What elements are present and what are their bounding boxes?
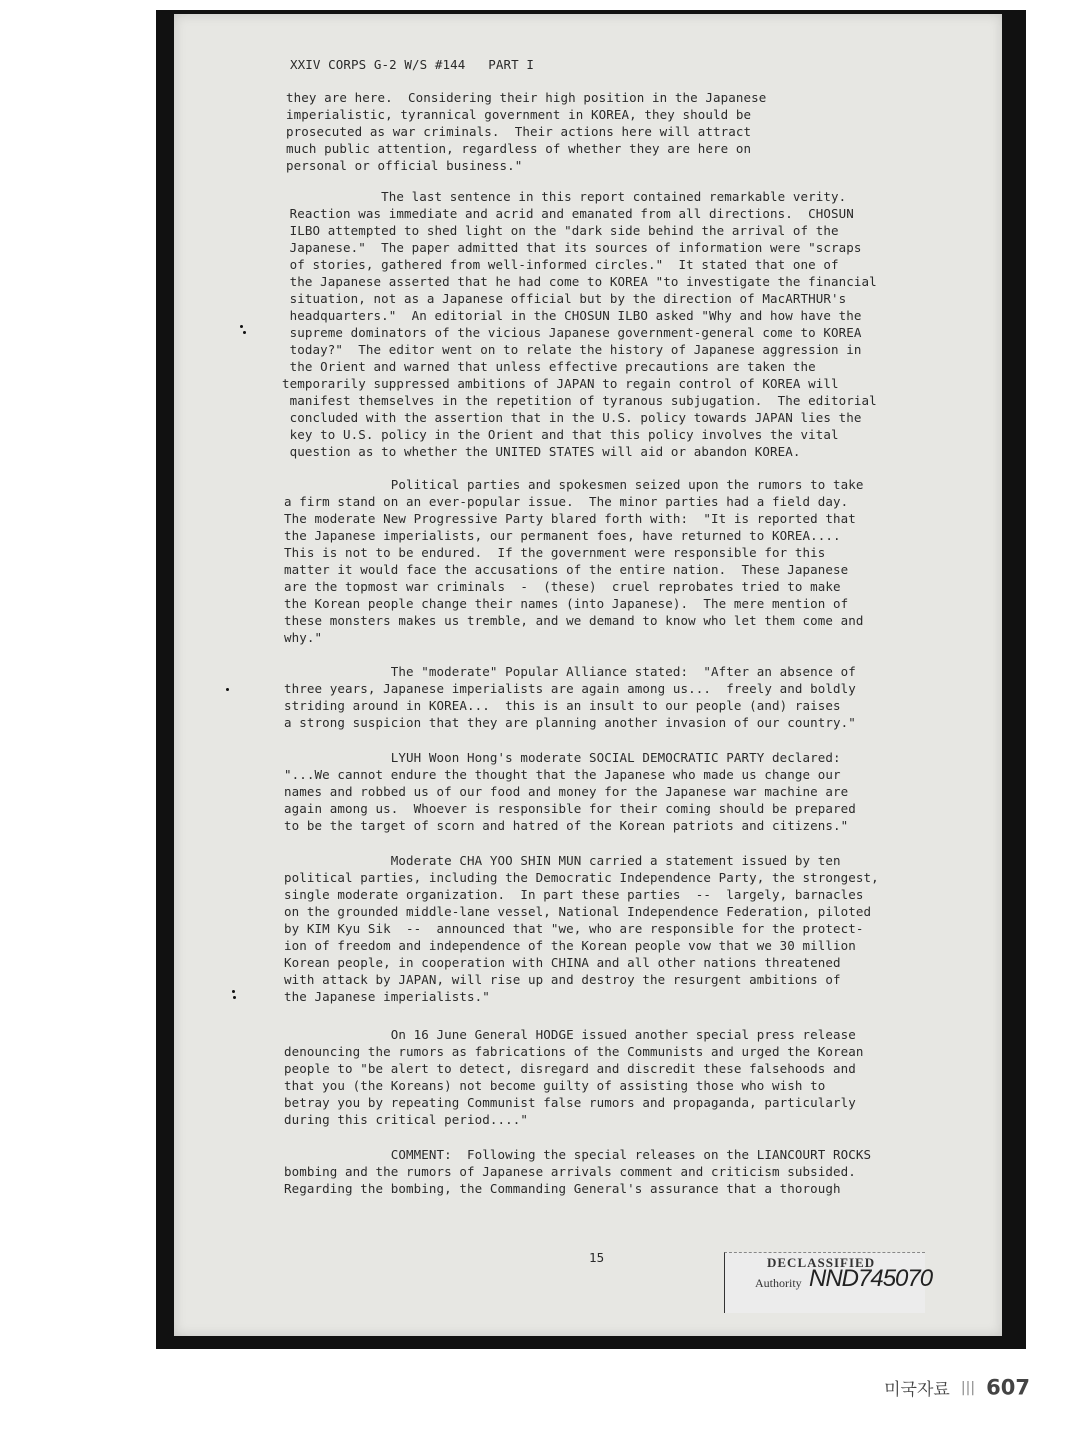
book-footer	[884, 1375, 1030, 1400]
document-header: XXIV CORPS G-2 W/S #144 PART I	[290, 57, 535, 72]
footer-separator: |||	[960, 1379, 976, 1396]
footer-page-number: 607	[986, 1375, 1030, 1400]
paragraph-cha-yoo-shin-mun: Moderate CHA YOO SHIN MUN carried a statement issued by ten political parties, including the Democratic Independence Party, the strongest, single moderate organization. In part these parties -- largely, barnacles on the grounded middle-lane vessel, National Independence Federation, piloted by KIM Kyu Sik -- announced that "we, who are responsible for the protect- ion of freedom and independence of the Korean people vow that we 30 million Korean people, in cooperation with CHINA and all other nations threatened with attack by JAPAN, will rise up and destroy the resurgent ambitions of the Japanese imperialists."	[284, 853, 879, 1004]
paragraph-political-parties: Political parties and spokesmen seized upon the rumors to take a firm stand on an ever-popular issue. The minor parties had a field day. The moderate New Progressive Party blared forth with: "It is reported that the Japanese imperialists, our permanent foes, have returned to KOREA.... This is not to be endured. If the government were responsible for this matter it would face the accusations of the entire nation. These Japanese are the topmost war criminals - (these) cruel reprobates tried to make the Korean people change their names (into Japanese). The mere mention of these monsters makes us tremble, and we demand to know who let them come and why."	[284, 477, 864, 645]
paragraph-continuation: they are here. Considering their high position in the Japanese imperialistic, tyrannical government in KOREA, they should be prosecuted as war criminals. Their actions here will attract much public attention, regardless of whether they are here on personal or official business."	[286, 90, 767, 173]
footer-book-title: 미국자료	[884, 1380, 950, 1400]
paragraph-comment: COMMENT: Following the special releases on the LIANCOURT ROCKS bombing and the rumors of Japanese arrivals comment and criticism subsided. Regarding the bombing, the Commanding General's assurance that a thorough	[284, 1147, 872, 1196]
document-page-number: 15	[589, 1250, 605, 1265]
stamp-authority-number: NND745070	[809, 1265, 933, 1292]
stamp-authority-label: Authority	[755, 1276, 802, 1290]
stamp-title: DECLASSIFIED	[767, 1255, 876, 1270]
paragraph-popular-alliance: The "moderate" Popular Alliance stated: "After an absence of three years, Japanese imperialists are again among us... freely and boldly striding around in KOREA... this is an insult to our people (and) raises a strong suspicion that they are planning another invasion of our country."	[284, 664, 856, 730]
paragraph-reaction: The last sentence in this report contained remarkable verity. Reaction was immediate and acrid and emanated from all directions. CHOSUN ILBO attempted to shed light on the "dark side behind the arrival of the Japanese." The paper admitted that its sources of information were "scraps of stories, gathered from well-informed circles." It stated that one of the Japanese asserted that he had come to KOREA "to investigate the financial situation, not as a Japanese official but by the direction of MacARTHUR's headquarters." An editorial in the CHOSUN ILBO asked "Why and how have the supreme dominators of the vicious Japanese government-general come to KOREA today?" The editor went on to relate the history of Japanese aggression in the Orient and warned that unless effective precautions are taken the temporarily suppressed ambitions of JAPAN to regain control of KOREA will manifest themselves in the repetition of tyranous subjugation. The editorial concluded with the assertion that in the U.S. policy towards JAPAN lies the key to U.S. policy in the Orient and that this policy involves the vital question as to whether the UNITED STATES will aid or abandon KOREA.	[282, 189, 877, 459]
declassified-stamp	[724, 1252, 933, 1313]
paragraph-hodge-release: On 16 June General HODGE issued another special press release denouncing the rumors as fabrications of the Communists and urged the Korean people to "be alert to detect, disregard and discredit these falsehoods and that you (the Koreans) not become guilty of assisting those who wish to betray you by repeating Communist false rumors and propaganda, particularly during this critical period...."	[284, 1027, 864, 1127]
paragraph-social-democratic-party: LYUH Woon Hong's moderate SOCIAL DEMOCRATIC PARTY declared: "...We cannot endure the thought that the Japanese who made us change our names and robbed us of our food and money for the Japanese war machine are again among us. Whoever is responsible for their coming should be prepared to be the target of scorn and hatred of the Korean patriots and citizens."	[284, 750, 856, 833]
